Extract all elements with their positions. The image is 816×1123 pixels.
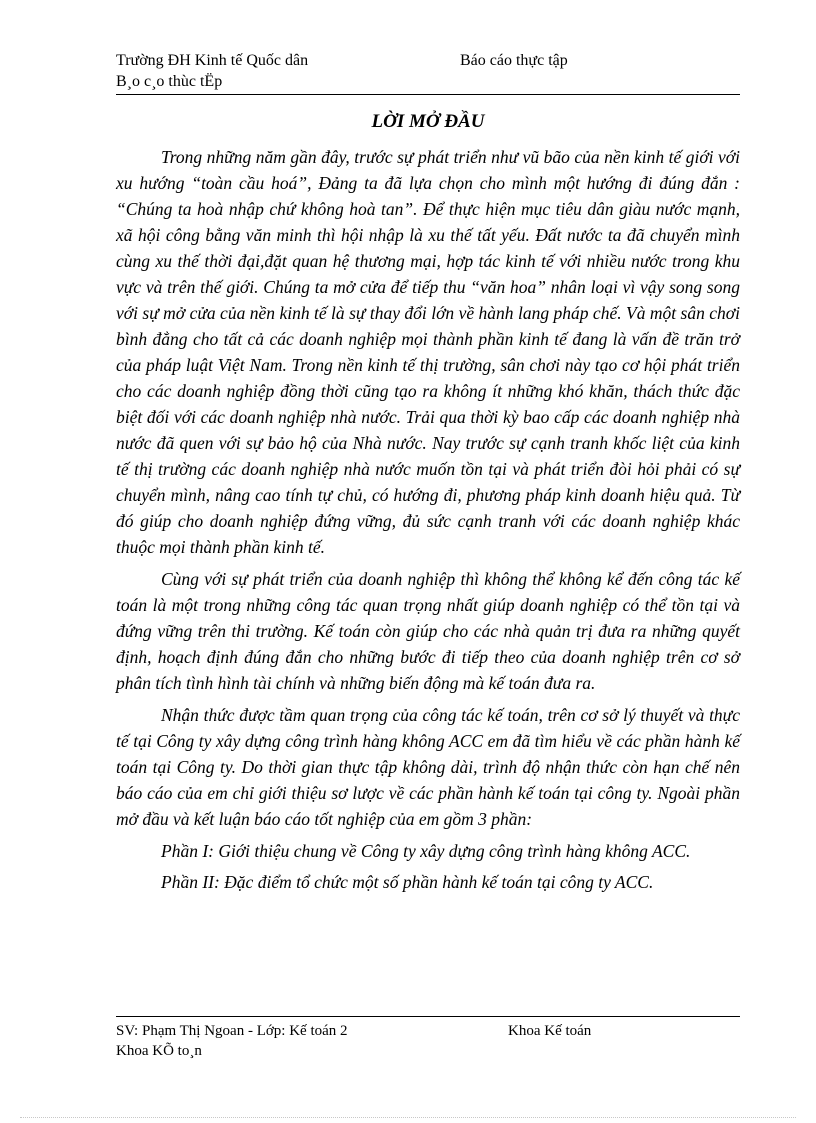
paragraph-part-1: Phần I: Giới thiệu chung về Công ty xây dựng công trình hàng không ACC. — [161, 841, 691, 861]
footer-student: SV: Phạm Thị Ngoan - Lớp: Kế toán 2 — [116, 1023, 348, 1039]
paragraph: Trong những năm gần đây, trước sự phát triển như vũ bão của nền kinh tế giới với xu hướng “toàn cầu hoá”, Đảng ta đã lựa chọn cho mình một hướng đi đúng đắn : “Chúng ta hoà nhập chứ không hoà tan”. Để thực hiện mục tiêu dân giàu nước mạnh, xã hội công bằng văn minh thì hội nhập là xu thế tất yếu. Đất nước ta đã chuyển mình cùng xu thế thời đại,đặt quan hệ thương mại, hợp tác kinh tế với nhiều nước trong khu vực và trên thế giới. Chúng ta mở cửa để tiếp thu “văn hoa” nhân loại vì vậy song song với sự mở cửa của nền kinh tế là sự thay đổi lớn về hành lang pháp chế. Và một sân chơi bình đẳng cho tất cả các doanh nghiệp mọi thành phần kinh tế đang là vấn đề trăn trở của pháp luật Việt Nam. Trong nền kinh tế thị trường, sân chơi này tạo cơ hội phát triển cho các doanh nghiệp đồng thời cũng tạo ra không ít những khó khăn, thách thức đặc biệt đối với các doanh nghiệp nhà nước. Trải qua thời kỳ bao cấp các doanh nghiệp nhà nước đã quen với sự bảo hộ của Nhà nước. Nay trước sự cạnh tranh khốc liệt của kinh tế thị trường các doanh nghiệp nhà nước muốn tồn tại và phát triển đòi hỏi phải có sự chuyển mình, nâng cao tính tự chủ, có hướng đi, phương pháp kinh doanh hiệu quả. Từ đó giúp cho doanh nghiệp đứng vững, đủ sức cạnh tranh với các doanh nghiệp khác thuộc mọi thành phần kinh tế. — [116, 147, 740, 557]
paragraph-part-2: Phần II: Đặc điểm tổ chức một số phần hành kế toán tại công ty ACC. — [161, 872, 654, 892]
page-title: LỜI MỞ ĐẦU — [371, 111, 485, 132]
footer-faculty: Khoa Kế toán — [508, 1023, 592, 1039]
footer-subline: Khoa KÕ to¸n — [116, 1043, 202, 1059]
paragraph: Cùng với sự phát triển của doanh nghiệp thì không thể không kể đến công tác kế toán là một trong những công tác quan trọng nhất giúp doanh nghiệp có thể tồn tại và đứng vững trên thi trường. Kế toán còn giúp cho các nhà quản trị đưa ra những quyết định, hoạch định đúng đắn cho những bước đi tiếp theo của doanh nghiệp trên cơ sở phân tích tình hình tài chính và những biến động mà kế toán đưa ra. — [116, 569, 740, 693]
page-footer — [116, 1021, 740, 1061]
page-header — [116, 50, 740, 92]
header-report: Báo cáo thực tập — [460, 52, 568, 69]
paragraph: Nhận thức được tầm quan trọng của công tác kế toán, trên cơ sở lý thuyết và thực tế tại Công ty xây dựng công trình hàng không ACC em đã tìm hiểu về các phần hành kế toán tại Công ty. Do thời gian thực tập không dài, trình độ nhận thức còn hạn chế nên báo cáo của em chỉ giới thiệu sơ lược về các phần hành kế toán tại công ty. Ngoài phần mở đầu và kết luận báo cáo tốt nghiệp của em gồm 3 phần: — [116, 705, 740, 829]
header-subline: B¸o c¸o thùc tËp — [116, 73, 223, 90]
body-text — [116, 144, 740, 900]
header-school: Trường ĐH Kinh tế Quốc dân — [116, 52, 309, 69]
footer-divider — [116, 1016, 740, 1017]
header-divider — [116, 94, 740, 95]
page-bottom-dotted-line — [20, 1117, 796, 1118]
